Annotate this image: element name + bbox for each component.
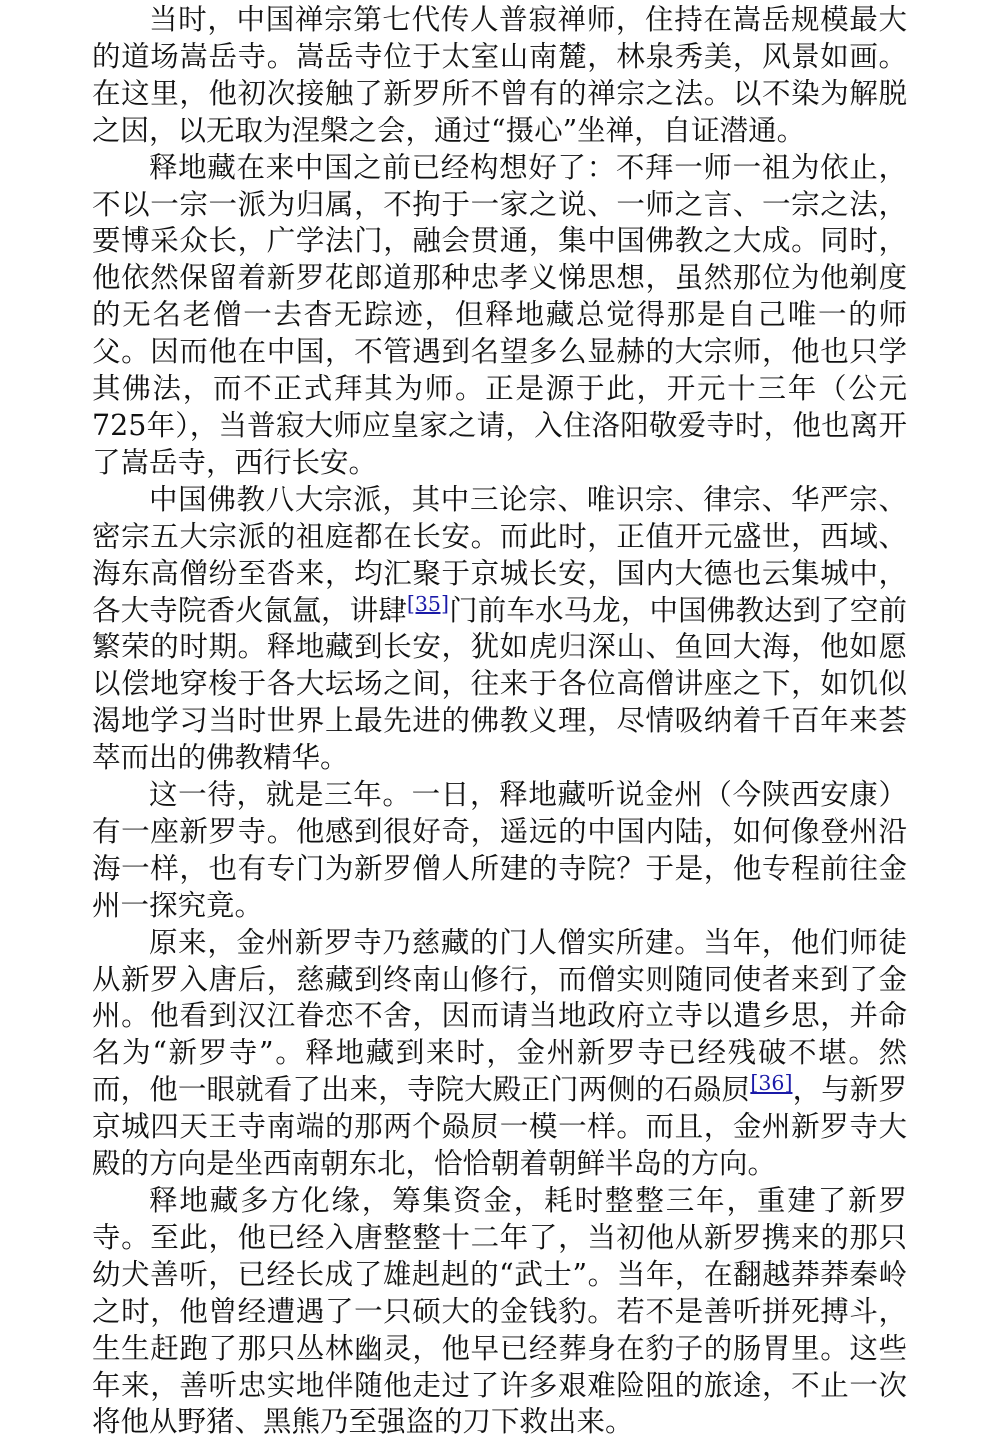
paragraph-5-text-before: 原来，金州新罗寺乃慈藏的门人僧实所建。当年，他们师徒从新罗入唐后，慈藏到终南山修行，而僧实则随同使者来到了金州。他看到汉江眷恋不舍，因而请当地政府立寺以遣乡思，并命名为“新罗寺”。释地藏到来时，金州新罗寺已经残破不堪。然而，他一眼就看了出来，寺院大殿正门两侧的石赑屃 — [92, 925, 907, 1107]
paragraph-4: 这一待，就是三年。一日，释地藏听说金州（今陕西安康）有一座新罗寺。他感到很好奇，遥远的中国内陆，如何像登州沿海一样，也有专门为新罗僧人所建的寺院？于是，他专程前往金州一探究竟。 — [92, 778, 907, 922]
body-text — [92, 2, 907, 1441]
footnote-ref-36[interactable]: [36] — [750, 1071, 793, 1096]
paragraph-3-text-after: 门前车水马龙，中国佛教达到了空前繁荣的时期。释地藏到长安，犹如虎归深山、鱼回大海，他如愿以偿地穿梭于各大坛场之间，往来于各位高僧讲座之下，如饥似渴地学习当时世界上最先进的佛教义理，尽情吸纳着千百年来荟萃而出的佛教精华。 — [92, 593, 907, 775]
paragraph-5 — [92, 925, 907, 1183]
footnote-ref-35[interactable]: [35] — [406, 591, 449, 616]
paragraph-3 — [92, 482, 907, 777]
paragraph-5-text-after: ，与新罗京城四天王寺南端的那两个赑屃一模一样。而且，金州新罗寺大殿的方向是坐西南朝东北，恰恰朝着朝鲜半岛的方向。 — [92, 1073, 907, 1181]
paragraph-3-text-before: 中国佛教八大宗派，其中三论宗、唯识宗、律宗、华严宗、密宗五大宗派的祖庭都在长安。而此时，正值开元盛世，西域、海东高僧纷至沓来，均汇聚于京城长安，国内大德也云集城中，各大寺院香火氤氲，讲肆 — [92, 482, 907, 627]
paragraph-1: 当时，中国禅宗第七代传人普寂禅师，住持在嵩岳规模最大的道场嵩岳寺。嵩岳寺位于太室山南麓，林泉秀美，风景如画。在这里，他初次接触了新罗所不曾有的禅宗之法。以不染为解脱之因，以无取为涅槃之会，通过“摄心”坐禅，自证潜通。 — [92, 3, 907, 147]
paragraph-6: 释地藏多方化缘，筹集资金，耗时整整三年，重建了新罗寺。至此，他已经入唐整整十二年了，当初他从新罗携来的那只幼犬善听，已经长成了雄赳赳的“武士”。当年，在翻越莽莽秦岭之时，他曾经遭遇了一只硕大的金钱豹。若不是善听拼死搏斗，生生赶跑了那只丛林幽灵，他早已经葬身在豹子的肠胃里。这些年来，善听忠实地伴随他走过了许多艰难险阻的旅途，不止一次将他从野猪、黑熊乃至强盗的刀下救出来。 — [92, 1184, 907, 1439]
paragraph-2: 释地藏在来中国之前已经构想好了：不拜一师一祖为依止，不以一宗一派为归属，不拘于一家之说、一师之言、一宗之法，要博采众长，广学法门，融会贯通，集中国佛教之大成。同时，他依然保留着新罗花郎道那种忠孝义悌思想，虽然那位为他剃度的无名老僧一去杳无踪迹，但释地藏总觉得那是自己唯一的师父。因而他在中国，不管遇到名望多么显赫的大宗师，他也只学其佛法，而不正式拜其为师。正是源于此，开元十三年（公元725年），当普寂大师应皇家之请，入住洛阳敬爱寺时，他也离开了嵩岳寺，西行长安。 — [92, 150, 907, 479]
